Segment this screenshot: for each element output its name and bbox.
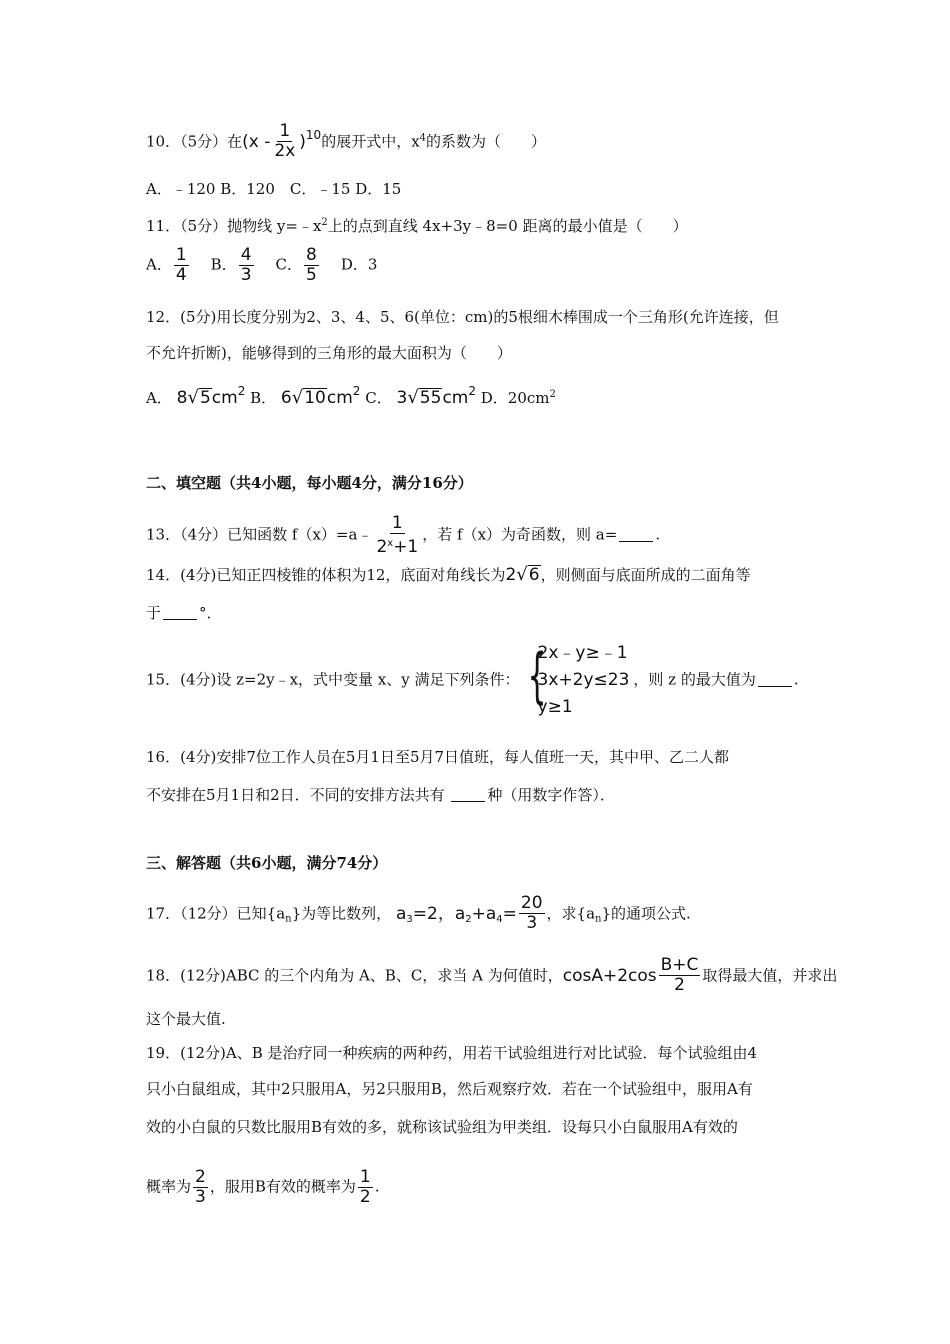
q12-options: A． $8√5cm^2$ B． $6√10cm^2$ C． $3√55cm^2$ D．$20cm^2$ <box>146 384 556 408</box>
q18-line1: 18．(12分)ABC 的三个内角为 A、B、C，求当 A 为何值时，cosA+2cos $\frac{B+C}{2}$ 取得最大值，并求出 <box>146 955 838 995</box>
q12-line2: 不允许折断)，能够得到的三角形的最大面积为（ ） <box>146 344 512 362</box>
q12-option-c: $3√55cm^2$ <box>396 384 476 408</box>
q17-condition: $a_3=2$，$a_2+a_4=$ $\frac{20}{3}$ <box>395 893 543 933</box>
q19-line3: 效的小白鼠的只数比服用B有效的多，就称该试验组为甲类组．设每只小白鼠服用A有效的 <box>146 1118 738 1136</box>
q11-options: A． $\frac{1}{4}$ B． $\frac{4}{3}$ C． $\frac{8}{5}$ D．3 <box>146 245 378 285</box>
q19-fraction-a: $\frac{2}{3}$ <box>195 1167 206 1207</box>
q11-option-c-fraction: $\frac{8}{5}$ <box>306 245 317 285</box>
q18-expression: cosA+2cos $\frac{B+C}{2}$ <box>562 955 699 995</box>
q14-line2: 于 °． <box>146 604 222 622</box>
q12-option-b: $6√10cm^2$ <box>280 384 361 408</box>
q19-line2: 只小白鼠组成，其中2只服用A，另2只服用B，然后观察疗效．若在一个试验组中，服用A有 <box>146 1080 753 1098</box>
q10-stem: 10．（5分）在(x - $\frac{1}{2x}$ )$^{10}$的展开式中，$x^4$的系数为（ ） <box>146 121 547 161</box>
q10-expr: (x - $\frac{1}{2x}$ )$^{10}$ <box>242 121 322 161</box>
section-3-title: 三、解答题（共6小题，满分74分） <box>146 854 388 872</box>
q13-stem: 13．（4分）已知函数 f（x）=a﹣ $\frac{1}{2^x+1}$ ，若 f（x）为奇函数，则 a= . <box>146 513 661 557</box>
q15-stem: 15．(4分)设 z=2y﹣x，式中变量 x、y 满足下列条件： { 2x﹣y≥﹣1 3x+2y≤23 y≥1 ，则 z 的最大值为 . <box>146 640 799 721</box>
section-2-title: 二、填空题（共4小题，每小题4分，满分16分） <box>146 474 473 492</box>
q11-option-b-fraction: $\frac{4}{3}$ <box>240 245 252 285</box>
left-brace-icon: { <box>527 641 547 711</box>
q11-stem: 11．（5分）抛物线 $y=﹣x^2$上的点到直线 4x+3y﹣8=0 距离的最小值是（ ） <box>146 217 688 235</box>
q12-option-a: $8√5cm^2$ <box>176 384 246 408</box>
q11-option-a-fraction: $\frac{1}{4}$ <box>175 245 187 285</box>
q14-radical: 2√6 <box>505 564 540 585</box>
q12-line1: 12．(5分)用长度分别为2、3、4、5、6(单位：cm)的5根细木棒围成一个三角形(允许连接，但 <box>146 308 779 326</box>
q18-fraction: $\frac{B+C}{2}$ <box>660 955 699 995</box>
q16-line2: 不安排在5月1日和2日．不同的安排方法共有 种（用数字作答）． <box>146 786 615 804</box>
q19-line1: 19．(12分)A、B 是治疗同一种疾病的两种药，用若干试验组进行对比试验．每个试验组由4 <box>146 1044 758 1062</box>
q14-line1: 14．(4分)已知正四棱锥的体积为12，底面对角线长为2√6，则侧面与底面所成的二面角等 <box>146 564 751 585</box>
q19-fraction-b: $\frac{1}{2}$ <box>359 1167 371 1207</box>
q16-line1: 16．(4分)安排7位工作人员在5月1日至5月7日值班，每人值班一天，其中甲、乙二人都 <box>146 748 730 766</box>
q15-constraint-system: { 2x﹣y≥﹣1 3x+2y≤23 y≥1 <box>524 640 630 721</box>
q18-line2: 这个最大值. <box>146 1010 226 1028</box>
q17-stem: 17．（12分）已知$\{a_n\}$为等比数列， $a_3=2$，$a_2+a_4=$ $\frac{20}{3}$ ，求$\{a_n\}$的通项公式. <box>146 893 691 933</box>
q10-options: A．﹣120 B．120 C．﹣15 D．15 <box>146 180 402 198</box>
q15-answer-blank[interactable] <box>758 672 792 687</box>
q14-answer-blank[interactable] <box>163 605 197 620</box>
q19-line4: 概率为 $\frac{2}{3}$ ，服用B有效的概率为 $\frac{1}{2}$ . <box>146 1167 380 1207</box>
q13-fraction: $\frac{1}{2^x+1}$ <box>376 513 419 557</box>
q16-answer-blank[interactable] <box>451 787 485 802</box>
q17-fraction: $\frac{20}{3}$ <box>520 893 543 933</box>
q10-fraction: $\frac{1}{2x}$ <box>274 121 296 161</box>
q13-answer-blank[interactable] <box>619 527 653 542</box>
